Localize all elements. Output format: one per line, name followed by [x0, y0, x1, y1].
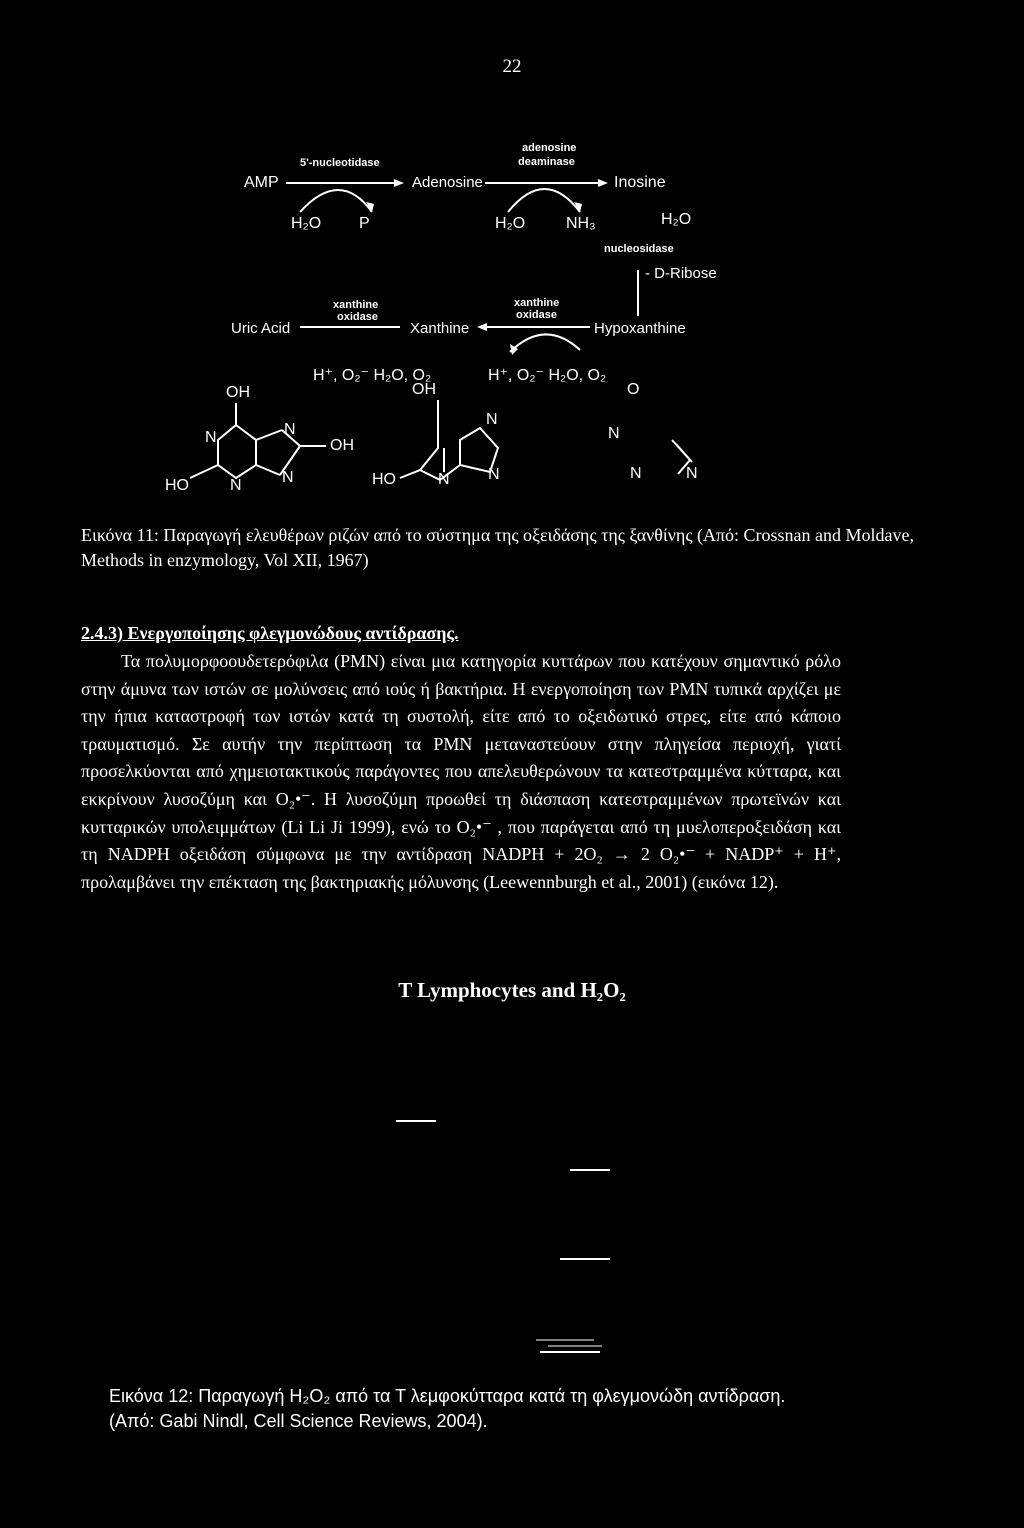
h2o-label-3: H₂O	[661, 211, 692, 228]
figure-11-caption: Εικόνα 11: Παραγωγή ελευθέρων ριζών από το σύστημα της οξειδάσης της ξανθίνης (Από: Crossnan and Moldave, Methods in enzymology, Vol XII, 1967)	[81, 525, 915, 570]
uric-acid-label: Uric Acid	[231, 320, 291, 337]
xanthine-oxidase-left-2: oxidase	[337, 311, 378, 323]
arc-xo-right	[510, 334, 580, 352]
uric-oh-right: OH	[330, 437, 354, 454]
deaminase-label-1: adenosine	[522, 142, 577, 154]
figure-12-faint-lines	[0, 1000, 1024, 1380]
adenosine-label: Adenosine	[412, 174, 483, 191]
nucleosidase-label: nucleosidase	[604, 243, 674, 255]
xanthine-ho-left: HO	[372, 471, 396, 488]
xanthine-n3: N	[488, 466, 500, 483]
uric-n1: N	[205, 429, 217, 446]
amp-label: AMP	[244, 174, 279, 191]
hypoxanthine-n1: N	[608, 425, 620, 442]
products-right-label: H⁺, O₂⁻ H₂O, O₂	[488, 367, 607, 384]
xanthine-oxidase-right-2: oxidase	[516, 309, 557, 321]
arc-deaminase	[508, 189, 580, 212]
page-number: 22	[502, 56, 522, 77]
uric-ho-left: HO	[165, 477, 189, 494]
uric-oh-top: OH	[226, 384, 250, 401]
xanthine-oxidase-right-1: xanthine	[514, 297, 560, 309]
nucleotidase-label: 5'-nucleotidase	[300, 157, 380, 169]
xanthine-label: Xanthine	[410, 320, 470, 337]
xanthine-oxidase-left-1: xanthine	[333, 299, 379, 311]
h2o-label-2: H₂O	[495, 215, 526, 232]
hypoxanthine-n3: N	[686, 465, 698, 482]
pathway-arrows	[0, 0, 1024, 520]
figure-12-image	[0, 1000, 1024, 1380]
body-text	[81, 648, 841, 896]
section-heading: 2.4.3) Ενεργοποίησης φλεγμονώδους αντίδρασης.	[81, 623, 459, 643]
figure-12-caption-line-2: (Από: Gabi Nindl, Cell Science Reviews, 2004).	[109, 1411, 488, 1431]
figure-12-title: T Lymphocytes and H₂O₂	[398, 978, 626, 1002]
uric-n3: N	[230, 477, 242, 494]
arc-nucleotidase	[300, 190, 372, 212]
inosine-label: Inosine	[614, 174, 666, 191]
products-left-label: H⁺, O₂⁻ H₂O, O₂	[313, 367, 432, 384]
hypoxanthine-n2: N	[630, 465, 642, 482]
xanthine-oh-top: OH	[412, 381, 436, 398]
xanthine-n2: N	[438, 471, 450, 488]
h2o-label-1: H₂O	[291, 215, 322, 232]
figure-12-caption-line-1: Εικόνα 12: Παραγωγή H₂O₂ από τα Τ λεμφοκύτταρα κατά τη φλεγμονώδη αντίδραση.	[109, 1386, 786, 1406]
uric-n4: N	[282, 469, 294, 486]
hypoxanthine-o-top: O	[627, 381, 640, 398]
xanthine-oxidase-pathway-diagram	[0, 0, 1024, 520]
xanthine-ring	[400, 400, 498, 480]
uric-n2: N	[284, 421, 296, 438]
pi-label: P	[359, 215, 370, 232]
nh3-label: NH₃	[566, 215, 596, 232]
hypoxanthine-label: Hypoxanthine	[594, 320, 686, 337]
deaminase-label-2: deaminase	[518, 156, 575, 168]
xanthine-n1: N	[486, 411, 498, 428]
d-ribose-label: - D-Ribose	[645, 265, 717, 282]
body-paragraph: Τα πολυμορφοουδετερόφιλα (PMN) είναι μια κατηγορία κυττάρων που κατέχουν σημαντικό ρόλο στην άμυνα των ιστών σε μολύνσεις από ιούς ή βακτήρια. Η ενεργοποίηση των PMN τυπικά αρχίζει με την ήπια καταστροφή των ιστών κατά τη συστολή, είτε από το οξειδωτικό στρες, είτε από κάποιο τραυματισμό. Σε αυτήν την περίπτωση τα PMN μεταναστεύουν στην πληγείσα περιοχή, γιατί προσελκύονται από χημειοτακτικούς παράγοντες που απελευθερώνουν τα κατεστραμμένα κύτταρα, και εκκρίνουν λυσοζύμη και O₂•⁻. Η λυσοζύμη προωθεί τη διάσπαση κατεστραμμένων πρωτεϊνών και κυτταρικών υπολειμμάτων (Li Li Ji 1999), ενώ το O₂•⁻ , που παράγεται από τη μυελοπεροξειδάση και τη NADPH οξειδάση σύμφωνα με την αντίδραση NADPH + 2O₂ → 2 O₂•⁻ + NADP⁺ + H⁺, προλαμβάνει την επέκταση της βακτηριακής μόλυνσης (Leewennburgh et al., 2001) (εικόνα 12).	[81, 651, 841, 892]
figure-12-caption	[109, 1384, 929, 1434]
